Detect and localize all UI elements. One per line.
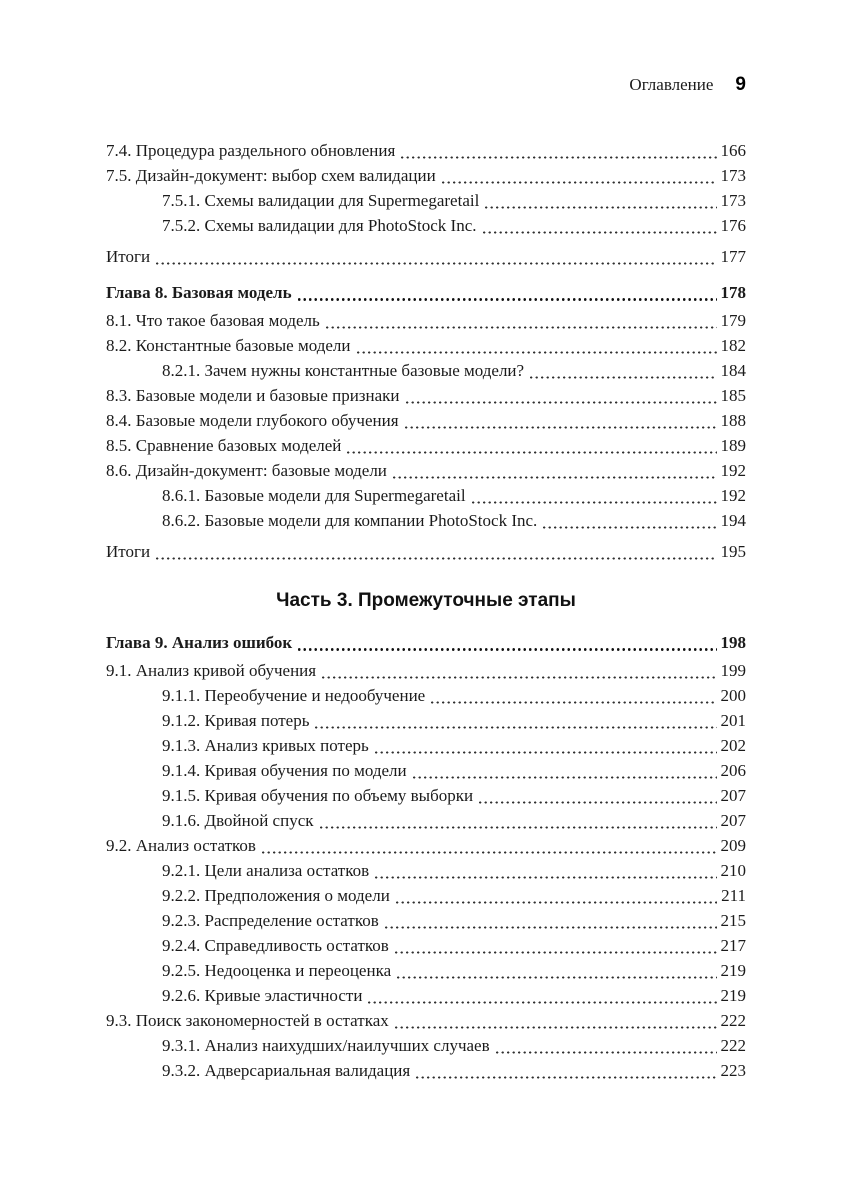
toc-leader-dots <box>401 156 716 159</box>
toc-entry-label: Итоги <box>106 542 151 561</box>
toc-entry-label: 8.4. Базовые модели глубокого обучения <box>106 411 399 430</box>
toc-entry-page: 188 <box>720 411 746 430</box>
toc-leader-dots <box>479 801 716 804</box>
toc-entry-row <box>106 758 746 783</box>
toc-entry-row <box>106 708 746 733</box>
running-head <box>106 74 746 96</box>
toc-leader-dots <box>357 351 717 354</box>
toc-leader-dots <box>472 501 717 504</box>
toc-entry-row <box>106 213 746 238</box>
toc-leader-dots <box>315 726 716 729</box>
toc-entry-label: 7.4. Процедура раздельного обновления <box>106 141 396 160</box>
toc-entry-row <box>106 244 746 269</box>
toc-leader-dots <box>397 976 716 979</box>
toc-entry-page: 192 <box>720 461 746 480</box>
toc-entry-label: 9.2. Анализ остатков <box>106 836 256 855</box>
toc-leader-dots <box>298 648 716 651</box>
toc-entry-page: 207 <box>720 811 746 830</box>
toc-entry-row <box>106 358 746 383</box>
toc-entry-page: 207 <box>720 786 746 805</box>
toc-entry-page: 201 <box>720 711 746 730</box>
toc-entry-row <box>106 983 746 1008</box>
toc-leader-dots <box>298 298 717 301</box>
toc-entry-page: 215 <box>720 911 746 930</box>
toc-leader-dots <box>442 181 717 184</box>
toc-entry-label: 9.3.2. Адверсариальная валидация <box>162 1061 411 1080</box>
toc-entry-page: 222 <box>720 1011 746 1030</box>
toc-entry-page: 198 <box>720 633 746 652</box>
toc-leader-dots <box>368 1001 716 1004</box>
toc-entry-label: 9.3.1. Анализ наихудших/наилучших случаев <box>162 1036 490 1055</box>
toc-leader-dots <box>543 526 716 529</box>
toc-chapter-row <box>106 630 746 655</box>
toc-entry-page: 173 <box>720 191 746 210</box>
toc-entry-page: 195 <box>720 542 746 561</box>
toc-leader-dots <box>156 262 716 265</box>
toc-entry-row <box>106 808 746 833</box>
toc-entry-page: 176 <box>720 216 746 235</box>
toc-entry-label: 8.2. Константные базовые модели <box>106 336 351 355</box>
toc-entry-page: 189 <box>720 436 746 455</box>
toc-entry-label: 9.1.1. Переобучение и недообучение <box>162 686 426 705</box>
toc-entry-row <box>106 858 746 883</box>
toc-entry-label: 9.1. Анализ кривой обучения <box>106 661 317 680</box>
toc-chapter-row <box>106 280 746 305</box>
toc-entry-page: 210 <box>720 861 746 880</box>
toc-entry-label: 9.1.3. Анализ кривых потерь <box>162 736 369 755</box>
toc-leader-dots <box>395 951 717 954</box>
toc-leader-dots <box>322 676 716 679</box>
toc-entry-label: 9.3. Поиск закономерностей в остатках <box>106 1011 389 1030</box>
toc-entry-row <box>106 733 746 758</box>
toc-entry-label: 9.1.5. Кривая обучения по объему выборки <box>162 786 474 805</box>
toc-entry-row <box>106 188 746 213</box>
toc-entry-label: 9.2.4. Справедливость остатков <box>162 936 389 955</box>
toc-leader-dots <box>320 826 717 829</box>
toc-entry-row <box>106 408 746 433</box>
toc-entry-page: 206 <box>720 761 746 780</box>
toc-entry-page: 219 <box>720 986 746 1005</box>
toc-entry-page: 182 <box>720 336 746 355</box>
toc-entry-label: 8.6.2. Базовые модели для компании PhotoStock Inc. <box>162 511 538 530</box>
toc-entry-page: 211 <box>721 886 746 905</box>
toc-entry-page: 217 <box>720 936 746 955</box>
toc-leader-dots <box>405 426 717 429</box>
part-heading: Часть 3. Промежуточные этапы <box>276 590 576 611</box>
toc-entry-label: 8.5. Сравнение базовых моделей <box>106 436 342 455</box>
toc-leader-dots <box>530 376 716 379</box>
toc-entry-page: 192 <box>720 486 746 505</box>
toc-entry-label: 8.1. Что такое базовая модель <box>106 311 320 330</box>
toc-leader-dots <box>375 751 717 754</box>
toc-entry-page: 200 <box>720 686 746 705</box>
toc-entry-label: 9.2.5. Недооценка и переоценка <box>162 961 392 980</box>
toc-entry-page: 173 <box>720 166 746 185</box>
toc-leader-dots <box>485 206 716 209</box>
toc-entry-label: Итоги <box>106 247 151 266</box>
toc-entry-label: 9.1.2. Кривая потерь <box>162 711 310 730</box>
toc-entry-page: 209 <box>720 836 746 855</box>
toc-entry-row <box>106 508 746 533</box>
toc-leader-dots <box>413 776 717 779</box>
toc-entry-page: 184 <box>720 361 746 380</box>
toc-entry-label: 9.2.2. Предположения о модели <box>162 886 390 905</box>
toc-entry-row <box>106 483 746 508</box>
toc-entry-page: 202 <box>720 736 746 755</box>
toc-entry-label: Глава 8. Базовая модель <box>106 283 292 302</box>
toc-entry-page: 194 <box>720 511 746 530</box>
toc-entry-row <box>106 433 746 458</box>
toc-entry-label: 8.6.1. Базовые модели для Supermegaretail <box>162 486 466 505</box>
toc-entry-label: 9.1.4. Кривая обучения по модели <box>162 761 407 780</box>
toc-entry-row <box>106 908 746 933</box>
toc-entry-page: 178 <box>720 283 746 302</box>
toc-entry-page: 177 <box>720 247 746 266</box>
toc-entry-label: 9.1.6. Двойной спуск <box>162 811 314 830</box>
toc-entry-row <box>106 1008 746 1033</box>
toc-leader-dots <box>262 851 717 854</box>
toc-entry-row <box>106 883 746 908</box>
toc-leader-dots <box>395 1026 717 1029</box>
toc-entry-page: 185 <box>720 386 746 405</box>
toc-entry-row <box>106 333 746 358</box>
toc-entry-row <box>106 658 746 683</box>
toc-entry-label: 9.2.3. Распределение остатков <box>162 911 379 930</box>
toc-entry-page: 223 <box>720 1061 746 1080</box>
toc-leader-dots <box>496 1051 717 1054</box>
toc-entry-row <box>106 308 746 333</box>
running-head-title: Оглавление <box>629 75 714 94</box>
toc-entry-page: 222 <box>720 1036 746 1055</box>
toc-entry-page: 219 <box>720 961 746 980</box>
toc-leader-dots <box>326 326 717 329</box>
toc-entry-row <box>106 958 746 983</box>
toc-leader-dots <box>375 876 716 879</box>
toc-leader-dots <box>406 401 717 404</box>
toc-entry-label: Глава 9. Анализ ошибок <box>106 633 293 652</box>
toc-entry-label: 8.2.1. Зачем нужны константные базовые модели? <box>162 361 525 380</box>
toc-entry-row <box>106 138 746 163</box>
toc-leader-dots <box>347 451 716 454</box>
toc-entry-row <box>106 933 746 958</box>
toc-entry-label: 9.2.1. Цели анализа остатков <box>162 861 370 880</box>
toc-entry-label: 7.5.1. Схемы валидации для Supermegaretail <box>162 191 480 210</box>
toc-entry-row <box>106 458 746 483</box>
toc-entry-label: 8.6. Дизайн-документ: базовые модели <box>106 461 387 480</box>
toc-entry-row <box>106 163 746 188</box>
toc-entry-page: 179 <box>720 311 746 330</box>
toc-entry-label: 7.5. Дизайн-документ: выбор схем валидации <box>106 166 436 185</box>
running-head-page-number: 9 <box>735 74 746 95</box>
toc-leader-dots <box>396 901 717 904</box>
toc-entry-label: 8.3. Базовые модели и базовые признаки <box>106 386 400 405</box>
toc-leader-dots <box>416 1076 716 1079</box>
toc-entry-page: 199 <box>720 661 746 680</box>
toc-list <box>106 138 746 1083</box>
toc-entry-row <box>106 683 746 708</box>
toc-entry-row <box>106 383 746 408</box>
toc-entry-label: 7.5.2. Схемы валидации для PhotoStock Inc. <box>162 216 477 235</box>
toc-leader-dots <box>385 926 717 929</box>
toc-leader-dots <box>393 476 717 479</box>
toc-entry-row <box>106 1033 746 1058</box>
toc-entry-row <box>106 833 746 858</box>
toc-entry-page: 166 <box>720 141 746 160</box>
toc-leader-dots <box>431 701 716 704</box>
toc-leader-dots <box>483 231 717 234</box>
toc-entry-row <box>106 539 746 564</box>
toc-entry-row <box>106 1058 746 1083</box>
toc-entry-label: 9.2.6. Кривые эластичности <box>162 986 363 1005</box>
toc-entry-row <box>106 783 746 808</box>
toc-leader-dots <box>156 557 716 560</box>
